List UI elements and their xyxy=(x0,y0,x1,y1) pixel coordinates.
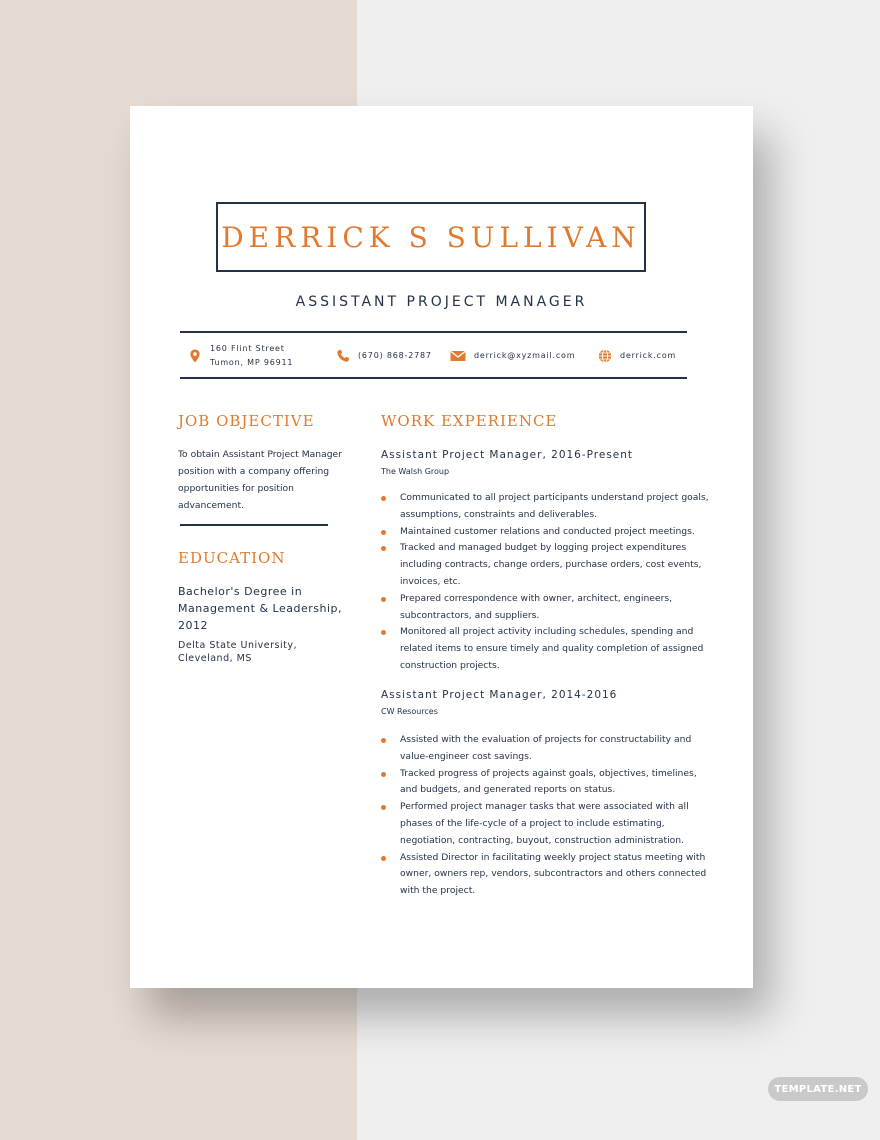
job-1-bullet: Prepared correspondence with owner, architect, engineers, subcontractors, and suppliers. xyxy=(381,591,711,625)
job-1-bullets xyxy=(381,490,711,675)
job-1-bullet: Tracked and managed budget by logging project expenditures including contracts, change orders, purchase orders, cost events, invoices, etc. xyxy=(381,540,711,590)
job-1-bullet: Monitored all project activity including schedules, spending and related items to ensure timely and quality completion of assigned construction projects. xyxy=(381,624,711,674)
job-1-title: Assistant Project Manager, 2016-Present xyxy=(381,449,634,461)
contact-website xyxy=(598,349,676,363)
left-column-divider xyxy=(180,524,328,526)
job-2-bullet: Assisted Director in facilitating weekly project status meeting with owner, owners rep, vendors, subcontractors and others connected with the project. xyxy=(381,850,711,900)
envelope-icon xyxy=(450,349,466,363)
job-2-title: Assistant Project Manager, 2014-2016 xyxy=(381,689,618,701)
objective-text: To obtain Assistant Project Manager position with a company offering opportunities for position advancement. xyxy=(178,449,342,511)
address-line-1: 160 Flint Street xyxy=(210,344,285,353)
job-2-company: CW Resources xyxy=(381,707,438,716)
website-url: derrick.com xyxy=(620,351,677,360)
job-1-bullet: Maintained customer relations and conducted project meetings. xyxy=(381,524,711,541)
education-heading: EDUCATION xyxy=(178,549,286,567)
job-2-bullet: Tracked progress of projects against goals, objectives, timelines, and budgets, and generated reports on status. xyxy=(381,766,711,800)
address-line-2: Tumon, MP 96911 xyxy=(210,358,294,367)
job-2-bullet: Performed project manager tasks that were associated with all phases of the life-cycle of a project to include estimating, negotiation, contracting, buyout, construction administration. xyxy=(381,799,711,849)
phone-number: (670) 868-2787 xyxy=(358,351,432,360)
job-2-bullets xyxy=(381,732,711,900)
contact-rule-bottom xyxy=(180,377,687,379)
experience-heading: WORK EXPERIENCE xyxy=(381,412,558,430)
job-title-header: ASSISTANT PROJECT MANAGER xyxy=(295,294,588,310)
candidate-name: DERRICK S SULLIVAN xyxy=(221,220,641,254)
email-address: derrick@xyzmail.com xyxy=(474,351,576,360)
education-school: Delta State University, Cleveland, MS xyxy=(178,640,297,664)
phone-icon xyxy=(336,349,350,363)
education-degree: Bachelor's Degree in Management & Leadership, 2012 xyxy=(178,585,342,632)
name-frame xyxy=(216,202,646,272)
globe-icon xyxy=(598,349,612,363)
contact-address xyxy=(188,342,293,370)
contact-email xyxy=(450,349,575,363)
contact-rule-top xyxy=(180,331,687,333)
location-pin-icon xyxy=(188,349,202,363)
job-2-bullet: Assisted with the evaluation of projects for constructability and value-engineer cost savings. xyxy=(381,732,711,766)
resume-page xyxy=(130,106,753,988)
objective-heading: JOB OBJECTIVE xyxy=(178,412,315,430)
template-watermark: TEMPLATE.NET xyxy=(768,1077,868,1101)
job-1-bullet: Communicated to all project participants understand project goals, assumptions, constraints and deliverables. xyxy=(381,490,711,524)
job-1-company: The Walsh Group xyxy=(381,467,450,476)
contact-phone xyxy=(336,349,432,363)
